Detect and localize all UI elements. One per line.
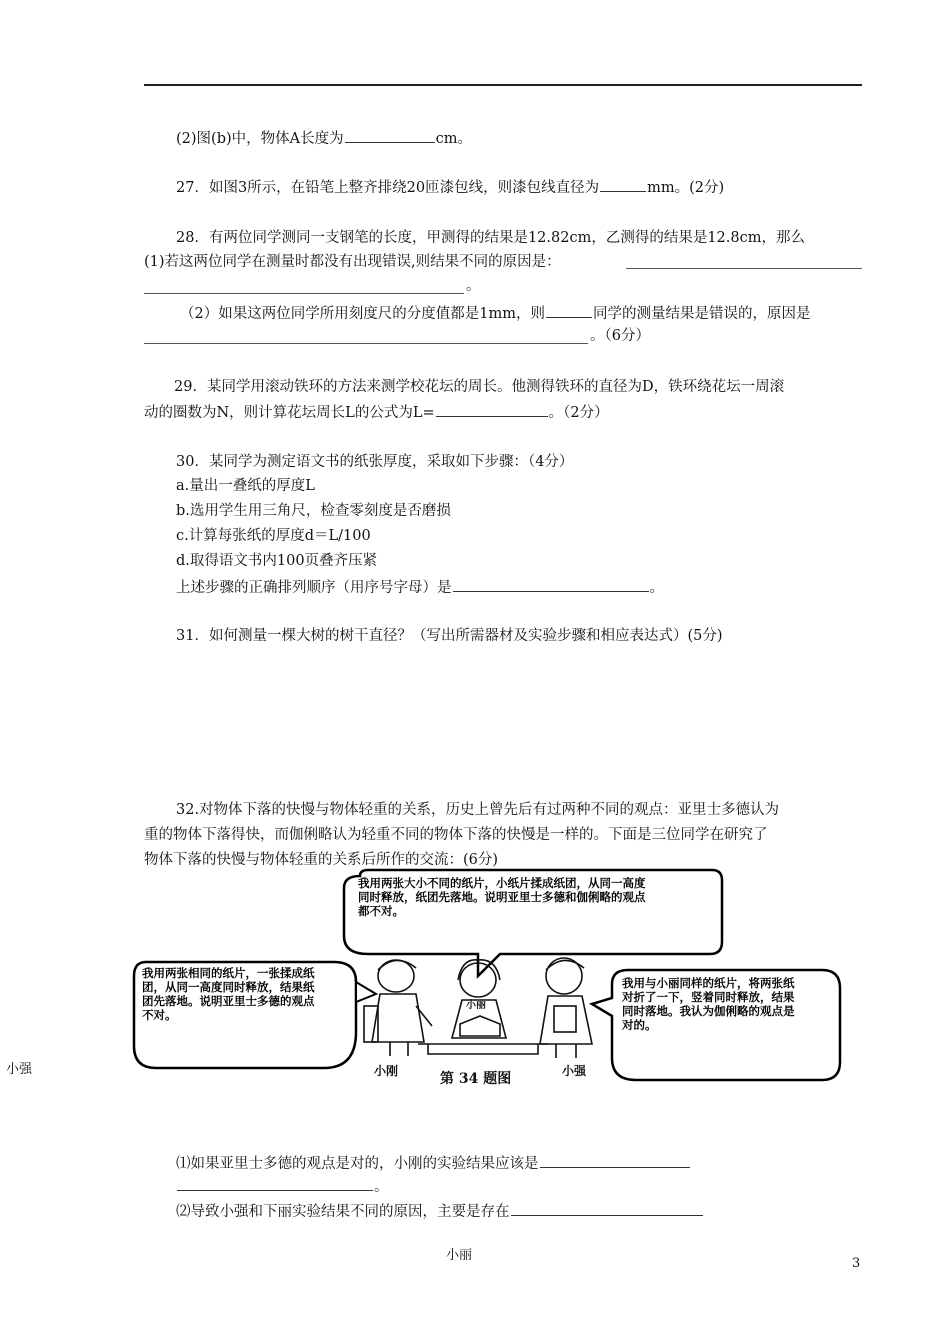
q28-line4 <box>180 302 810 324</box>
label-xiaoli: 小丽 <box>466 1000 486 1011</box>
q30-title: 30．某同学为测定语文书的纸张厚度，采取如下步骤：（4分） <box>176 454 574 470</box>
q28-sub2-text: （2）如果这两位同学所用刻度尺的分度值都是1mm，则 <box>180 306 545 322</box>
q27 <box>176 176 724 198</box>
q27-answer-blank[interactable] <box>600 176 646 192</box>
bubble-right-line-4: 对的。 <box>622 1018 657 1032</box>
bubble-top-line-1: 我用两张大小不同的纸片，小纸片揉成纸团，从同一高度 <box>358 876 646 890</box>
q26-answer-blank[interactable] <box>345 127 435 143</box>
q29-line2 <box>144 401 609 423</box>
q29-line1: 29．某同学用滚动铁环的方法来测学校花坛的周长。他测得铁环的直径为D，铁环绕花坛一周滚 <box>174 379 785 395</box>
header-rule <box>144 84 862 86</box>
q27-text: 27．如图3所示，在铅笔上整齐排绕20匝漆包线，则漆包线直径为 <box>176 180 600 196</box>
q29-text: 动的圈数为N，则计算花坛周长L的公式为L= <box>144 405 435 421</box>
page-number: 3 <box>852 1256 861 1271</box>
bubble-left-line-2: 团，从同一高度同时释放，结果纸 <box>142 980 315 994</box>
q26-unit: cm。 <box>435 131 472 147</box>
q29-score: 。（2分） <box>548 405 609 421</box>
bubble-top-line-3: 都不对。 <box>358 904 404 918</box>
q28-reason-blank[interactable] <box>144 343 588 344</box>
student-xiaogang-illustration <box>364 960 432 1056</box>
bubble-left-line-3: 团先落地。说明亚里士多德的观点 <box>142 994 315 1008</box>
q28-line1: 28．有两位同学测同一支钢笔的长度，甲测得的结果是12.82cm，乙测得的结果是12.8cm，那么 <box>176 230 805 246</box>
q26-text: (2)图(b)中，物体A长度为 <box>176 131 344 147</box>
q28-sub1-blank-a[interactable] <box>626 268 862 269</box>
q30-answer-end: 。 <box>649 580 664 596</box>
q29-answer-blank[interactable] <box>436 401 548 417</box>
q28-sub1-text: (1)若这两位同学在测量时都没有出现错误,则结果不同的原因是： <box>144 254 561 270</box>
q30-answer-blank[interactable] <box>453 576 649 592</box>
margin-note-left: 小强 <box>6 1062 33 1077</box>
speech-bubble-left-tail <box>356 982 376 1002</box>
bubble-left-text <box>142 966 356 1022</box>
q32-sub2 <box>176 1200 704 1222</box>
q28-sub1-blank-b[interactable] <box>144 293 464 294</box>
q32-sub1-text: ⑴如果亚里士多德的观点是对的，小刚的实验结果应该是 <box>176 1156 539 1172</box>
bubble-top-line-2: 同时释放，纸团先落地。说明亚里士多德和伽俐略的观点 <box>358 890 646 904</box>
q30-step-a: a.量出一叠纸的厚度L <box>176 478 315 494</box>
q32-sub1 <box>176 1152 691 1174</box>
label-xiaoqiang: 小强 <box>562 1064 587 1078</box>
q32-figure <box>128 866 848 1094</box>
figure-caption: 第 34 题图 <box>440 1071 512 1087</box>
q30-step-b: b.选用学生用三角尺，检查零刻度是否磨损 <box>176 503 451 519</box>
bubble-right-line-1: 我用与小丽同样的纸片，将两张纸 <box>622 976 795 990</box>
q32-sub1-blank-b[interactable] <box>177 1175 373 1191</box>
q28-line2 <box>144 252 561 272</box>
q32-line3: 物体下落的快慢与物体轻重的关系后所作的交流：(6分) <box>144 852 499 868</box>
bubble-left-line-4: 不对。 <box>142 1008 177 1022</box>
q30-answer <box>176 576 664 598</box>
q32-line1: 32.对物体下落的快慢与物体轻重的关系，历史上曾先后有过两种不同的观点：亚里士多德认为 <box>176 802 780 818</box>
q32-sub1-blank-a[interactable] <box>540 1152 690 1168</box>
bubble-right-line-3: 同时落地。我认为伽俐略的观点是 <box>622 1004 795 1018</box>
bubble-right-line-2: 对折了一下，竖着同时释放，结果 <box>622 990 795 1004</box>
student-xiaoqiang-illustration <box>540 958 592 1058</box>
q28-line3-end: 。 <box>466 278 481 294</box>
label-xiaogang: 小刚 <box>374 1064 399 1078</box>
q32-sub2-text: ⑵导致小强和下丽实验结果不同的原因，主要是存在 <box>176 1204 510 1220</box>
q26-part2 <box>176 127 472 149</box>
bubble-top-text <box>358 876 718 918</box>
q27-unit: mm。(2分) <box>647 180 725 196</box>
q31: 31．如何测量一棵大树的树干直径？（写出所需器材及实验步骤和相应表达式）(5分) <box>176 628 723 644</box>
q30-answer-text: 上述步骤的正确排列顺序（用序号字母）是 <box>176 580 452 596</box>
q28-sub2-blank[interactable] <box>546 302 592 318</box>
bubble-right-text <box>622 976 836 1032</box>
q30-step-d: d.取得语文书内100页叠齐压紧 <box>176 553 378 569</box>
q32-sub2-blank[interactable] <box>511 1200 703 1216</box>
q28-line5-end: 。（6分） <box>590 328 650 344</box>
q32-line2: 重的物体下落得快，而伽俐略认为轻重不同的物体下落的快慢是一样的。下面是三位同学在研究了 <box>144 827 768 843</box>
q32-sub1-cont <box>176 1175 389 1197</box>
q32-sub1-end: 。 <box>374 1179 389 1195</box>
footer-note: 小丽 <box>446 1248 473 1263</box>
q28-sub2-text-after: 同学的测量结果是错误的，原因是 <box>592 306 811 322</box>
q30-step-c: c.计算每张纸的厚度d＝L/100 <box>176 528 371 544</box>
bubble-left-line-1: 我用两张相同的纸片，一张揉成纸 <box>142 966 315 980</box>
